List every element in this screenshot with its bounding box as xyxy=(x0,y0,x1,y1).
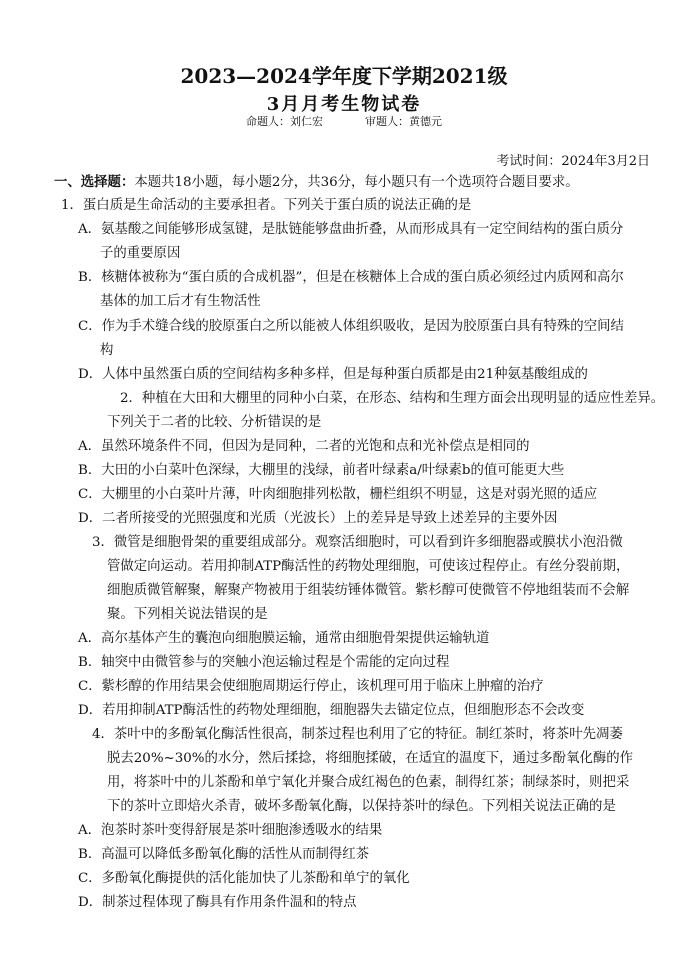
section-heading xyxy=(54,174,579,191)
question-3-option-d: D．若用抑制ATP酶活性的药物处理细胞，细胞器失去锚定位点，但细胞形态不会改变 xyxy=(78,703,585,718)
question-4-stem-cont-1: 脱去20%~30%的水分，然后揉捻，将细胞揉破，在适宜的温度下，通过多酚氧化酶的作 xyxy=(107,751,634,766)
question-2-option-c: C．大棚里的小白菜叶片薄，叶肉细胞排列松散，栅栏组织不明显，这是对弱光照的适应 xyxy=(78,487,598,502)
question-4-option-a: A．泡茶时茶叶变得舒展是茶叶细胞渗透吸水的结果 xyxy=(78,823,383,838)
question-1-option-c: C．作为手术缝合线的胶原蛋白之所以能被人体组织吸收，是因为胶原蛋白具有特殊的空间结 xyxy=(78,319,624,334)
question-3-stem: 3．微管是细胞骨架的重要组成部分。观察活细胞时，可以看到许多细胞器或膜状小泡沿微 xyxy=(92,535,623,550)
question-2-option-d: D．二者所接受的光照强度和光质（光波长）上的差异是导致上述差异的主要外因 xyxy=(78,511,558,526)
question-setter: 命题人：刘仁宏 xyxy=(246,115,323,128)
question-4-option-b: B．高温可以降低多酚氧化酶的活性从而制得红茶 xyxy=(78,847,370,862)
authors-line xyxy=(0,113,688,129)
question-4-stem-cont-3: 下的茶叶立即焙火杀青，破坏多酚氧化酶，以保持茶叶的绿色。下列相关说法正确的是 xyxy=(107,799,616,814)
question-4-stem: 4．茶叶中的多酚氧化酶活性很高，制茶过程也利用了它的特征。制红茶时，将茶叶先凋萎 xyxy=(92,727,623,742)
question-3-option-c: C．紫杉醇的作用结果会使细胞周期运行停止，该机理可用于临床上肿瘤的治疗 xyxy=(78,679,544,694)
question-4-stem-cont-2: 用，将茶叶中的儿茶酚和单宁氧化并聚合成红褐色的色素，制得红茶；制绿茶时，则把采 xyxy=(107,775,630,790)
exam-time: 考试时间：2024年3月2日 xyxy=(496,154,650,169)
question-1-option-b-cont: 基体的加工后才有生物活性 xyxy=(100,294,261,309)
question-1-option-c-cont: 构 xyxy=(100,343,114,358)
question-3-stem-cont-2: 细胞质微管解聚，解聚产物被用于组装纺锤体微管。紫杉醇可使微管不停地组装而不会解 xyxy=(107,583,630,598)
section-instruction: 本题共18小题，每小题2分，共36分，每小题只有一个选项符合题目要求。 xyxy=(134,175,579,190)
question-4-option-c: C．多酚氧化酶提供的活化能加快了儿茶酚和单宁的氧化 xyxy=(78,871,410,886)
question-3-option-a: A．高尔基体产生的囊泡向细胞膜运输，通常由细胞骨架提供运输轨道 xyxy=(78,631,490,646)
question-1-option-b: B．核糖体被称为“蛋白质的合成机器”，但是在核糖体上合成的蛋白质必须经过内质网和高尔 xyxy=(78,270,624,285)
question-3-stem-cont-1: 管做定向运动。若用抑制ATP酶活性的药物处理细胞，可使该过程停止。有丝分裂前期， xyxy=(107,559,630,574)
exam-title: 2023—2024学年度下学期2021级 xyxy=(180,64,508,88)
question-2-stem-cont: 下列关于二者的比较、分析错误的是 xyxy=(107,415,322,430)
section-title: 一、选择题： xyxy=(54,174,135,190)
question-2-stem: 2．种植在大田和大棚里的同种小白菜，在形态、结构和生理方面会出现明显的适应性差异。 xyxy=(120,391,665,406)
exam-subtitle: 3月月考生物试卷 xyxy=(266,94,422,115)
question-1-option-a-cont: 子的重要原因 xyxy=(100,246,181,261)
question-reviewer: 审题人：黄德元 xyxy=(365,115,442,128)
question-4-option-d: D．制茶过程体现了酶具有作用条件温和的特点 xyxy=(78,895,357,910)
question-1-option-d: D．人体中虽然蛋白质的空间结构多种多样，但是每种蛋白质都是由21种氨基酸组成的 xyxy=(78,367,588,382)
question-2-option-b: B．大田的小白菜叶色深绿，大棚里的浅绿，前者叶绿素a/叶绿素b的值可能更大些 xyxy=(78,463,565,478)
question-3-stem-cont-3: 聚。下列相关说法错误的是 xyxy=(107,607,268,622)
question-3-option-b: B．轴突中由微管参与的突触小泡运输过程是个需能的定向过程 xyxy=(78,655,450,670)
question-2-option-a: A．虽然环境条件不同，但因为是同种，二者的光饱和点和光补偿点是相同的 xyxy=(78,439,530,454)
question-1-stem: 1．蛋白质是生命活动的主要承担者。下列关于蛋白质的说法正确的是 xyxy=(61,198,472,213)
question-1-option-a: A．氨基酸之间能够形成氢键，是肽链能够盘曲折叠，从而形成具有一定空间结构的蛋白质分 xyxy=(78,222,624,237)
